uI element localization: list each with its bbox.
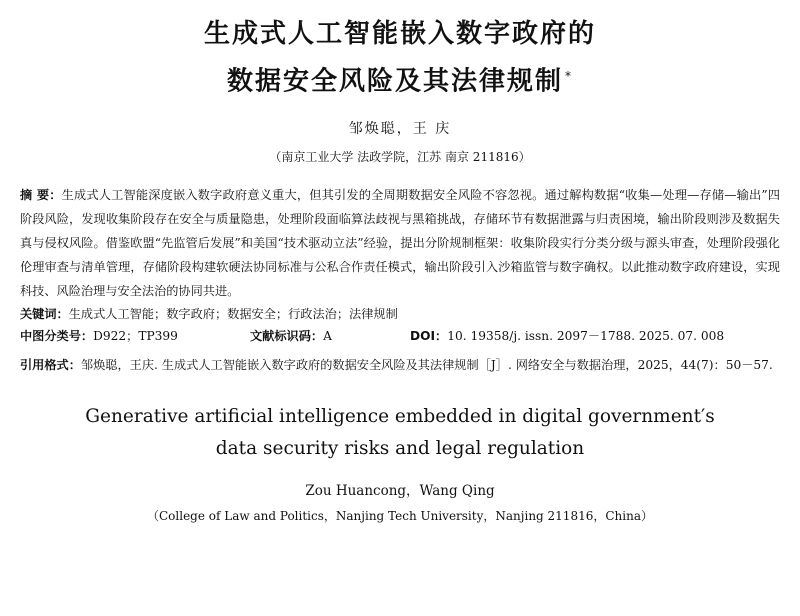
abstract-label: 摘 要：: [20, 187, 62, 202]
keywords-text: 生成式人工智能；数字政府；数据安全；行政法治；法律规制: [68, 306, 398, 321]
citation-paragraph: [20, 353, 780, 377]
citation-text: 邹焕聪，王庆. 生成式人工智能嵌入数字政府的数据安全风险及其法律规制［J］. 网络安全与数据治理，2025，44(7)：50－57.: [80, 357, 773, 372]
cn-title-line2-text: 数据安全风险及其法律规制: [226, 66, 563, 97]
doc-code-value: A: [323, 328, 332, 343]
keywords-label: 关键词：: [20, 306, 69, 321]
abstract-paragraph: [20, 183, 780, 303]
clc-value: D922；TP399: [93, 328, 178, 343]
en-authors: Zou Huancong，Wang Qing: [305, 482, 495, 499]
cn-affiliation: （南京工业大学 法政学院，江苏 南京 211816）: [269, 149, 531, 164]
en-title: [20, 401, 780, 465]
abstract-text: 生成式人工智能深度嵌入数字政府意义重大，但其引发的全周期数据安全风险不容忽视。通过解构数据“收集—处理—存储—输出”四阶段风险，发现收集阶段存在安全与质量隐患，处理阶段面临算法歧视与黑箱挑战，存储环节有数据泄露与归责困境，输出阶段则涉及数据失真与侵权风险。借鉴欧盟“先监管后发展”和美国“技术驱动立法”经验，提出分阶规制框架：收集阶段实行分类分级与源头审查，处理阶段强化伦理审查与清单管理，存储阶段构建软硬法协同标准与公私合作责任模式，输出阶段引入沙箱监管与数字确权。以此推动数字政府建设，实现科技、风险治理与安全法治的协同共进。: [20, 187, 780, 298]
doi-label: DOI：: [410, 328, 448, 343]
doc-code-label: 文献标识码：: [250, 328, 324, 343]
cn-title-line1: [20, 16, 780, 52]
classification-line: [20, 325, 780, 347]
en-title-line1: Generative artificial intelligence embedded in digital government′s: [85, 405, 715, 427]
doi-value: 10. 19358/j. issn. 2097－1788. 2025. 07. 008: [447, 328, 725, 343]
citation-label: 引用格式：: [20, 357, 81, 372]
doc-code-field: [250, 325, 410, 347]
paper-page: [0, 16, 800, 616]
keywords-line: [20, 303, 780, 325]
clc-field: [20, 325, 250, 347]
cn-title-line2: [20, 58, 780, 100]
cn-authors: 邹焕聪，王 庆: [348, 120, 452, 137]
title-footnote-mark: *: [565, 69, 573, 83]
en-affiliation: （College of Law and Politics，Nanjing Tech University，Nanjing 211816，China）: [147, 508, 653, 523]
doi-field: [410, 325, 780, 347]
cn-title-line1-text: 生成式人工智能嵌入数字政府的: [203, 19, 596, 49]
en-title-line2: data security risks and legal regulation: [215, 437, 585, 459]
clc-label: 中图分类号：: [20, 328, 94, 343]
